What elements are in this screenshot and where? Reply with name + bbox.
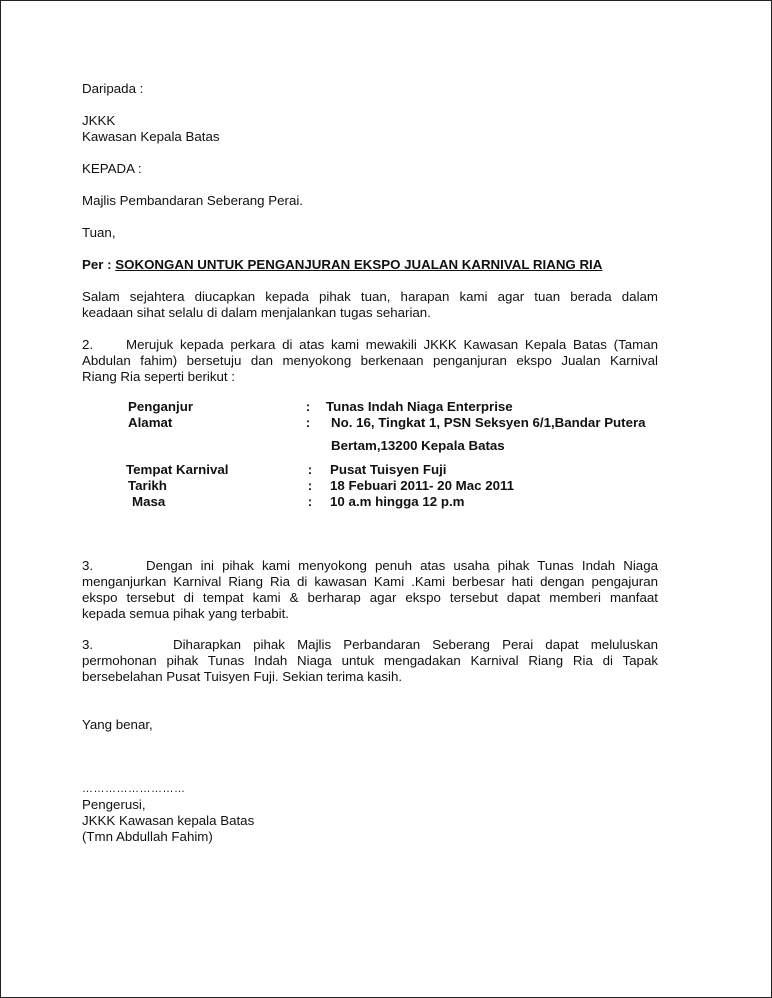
address-line1: No. 16, Tingkat 1, PSN Seksyen 6/1,Bandar Putera	[331, 415, 646, 430]
paragraph2-line2: Abdulan fahim) bersetuju dan menyokong berkenaan penganjuran ekspo Jualan Karnival	[82, 353, 658, 368]
subject-title: SOKONGAN UNTUK PENGANJURAN EKSPO JUALAN KARNIVAL RIANG RIA	[115, 257, 603, 272]
signature-org: JKKK Kawasan kepala Batas	[82, 813, 255, 828]
paragraph1-line2: keadaan sihat selalu di dalam menjalankan tugas seharian.	[82, 305, 431, 320]
venue-label: Tempat Karnival	[126, 462, 229, 477]
paragraph2-line1: Merujuk kepada perkara di atas kami mewakili JKKK Kawasan Kepala Batas (Taman	[126, 337, 658, 352]
address-line2: Bertam,13200 Kepala Batas	[331, 438, 505, 453]
organizer-value: Tunas Indah Niaga Enterprise	[326, 399, 513, 414]
to-label: KEPADA :	[82, 161, 142, 176]
from-area: Kawasan Kepala Batas	[82, 129, 220, 144]
signature-title: Pengerusi,	[82, 797, 146, 812]
date-colon: :	[307, 478, 313, 493]
paragraph3-line2: menganjurkan Karnival Riang Ria di kawasan Kami .Kami berbesar hati dengan pengajuran	[82, 574, 658, 589]
date-value: 18 Febuari 2011- 20 Mac 2011	[330, 478, 515, 493]
subject-prefix: Per :	[82, 257, 116, 272]
address-label: Alamat	[128, 415, 173, 430]
paragraph3-line4: kepada semua pihak yang terbabit.	[82, 606, 289, 621]
signature-name: (Tmn Abdullah Fahim)	[82, 829, 213, 844]
address-colon: :	[305, 415, 311, 430]
paragraph4-number: 3.	[82, 637, 94, 652]
signature-dots: ………………………	[82, 783, 186, 795]
time-label: Masa	[132, 494, 166, 509]
subject-line	[82, 257, 602, 273]
paragraph2-line3: Riang Ria seperti berikut :	[82, 369, 235, 384]
paragraph2-number: 2.	[82, 337, 94, 352]
date-label: Tarikh	[128, 478, 167, 493]
closing: Yang benar,	[82, 717, 153, 732]
paragraph4-line3: bersebelahan Pusat Tuisyen Fuji. Sekian terima kasih.	[82, 669, 403, 684]
time-value: 10 a.m hingga 12 p.m	[330, 494, 465, 509]
organizer-colon: :	[305, 399, 311, 414]
paragraph1-line1: Salam sejahtera diucapkan kepada pihak tuan, harapan kami agar tuan berada dalam	[82, 289, 658, 304]
venue-value: Pusat Tuisyen Fuji	[330, 462, 447, 477]
organizer-label: Penganjur	[128, 399, 194, 414]
paragraph3-line3: ekspo tersebut di tempat kami & berharap agar ekspo tersebut dapat memberi manfaat	[82, 590, 658, 605]
paragraph4-line1: Diharapkan pihak Majlis Perbandaran Seberang Perai dapat meluluskan	[173, 637, 658, 652]
paragraph3-line1: Dengan ini pihak kami menyokong penuh atas usaha pihak Tunas Indah Niaga	[146, 558, 658, 573]
time-colon: :	[307, 494, 313, 509]
venue-colon: :	[307, 462, 313, 477]
from-label: Daripada :	[82, 81, 144, 96]
paragraph4-line2: permohonan pihak Tunas Indah Niaga untuk mengadakan Karnival Riang Ria di Tapak	[82, 653, 658, 668]
recipient: Majlis Pembandaran Seberang Perai.	[82, 193, 304, 208]
paragraph3-number: 3.	[82, 558, 94, 573]
from-org: JKKK	[82, 113, 116, 128]
salutation: Tuan,	[82, 225, 116, 240]
